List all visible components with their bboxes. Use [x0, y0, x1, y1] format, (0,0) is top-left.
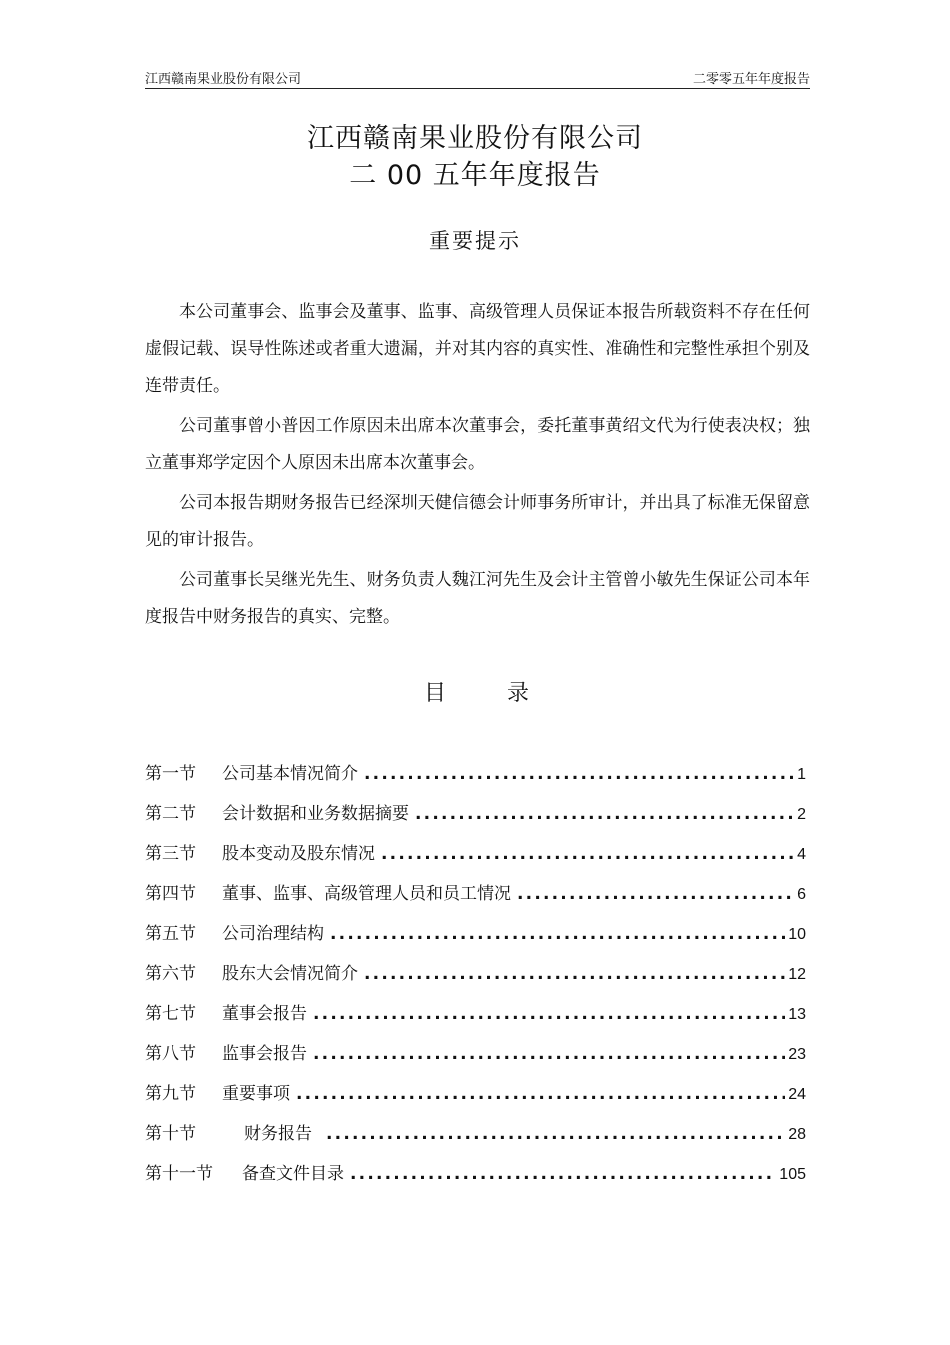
toc-title: 公司基本情况简介	[222, 764, 358, 784]
notice-paragraph: 公司董事长吴继光先生、财务负责人魏江河先生及会计主管曾小敏先生保证公司本年度报告中财务报告的真实、完整。	[145, 570, 810, 627]
toc-section: 第三节	[145, 844, 196, 864]
toc-leader	[381, 844, 794, 864]
toc-entry-2[interactable]	[145, 799, 806, 839]
notice-heading: 重要提示	[429, 229, 521, 253]
toc-page: 28	[788, 1126, 806, 1143]
toc-entry-10[interactable]	[145, 1119, 806, 1159]
toc-page: 13	[788, 1006, 806, 1023]
toc-section: 第六节	[145, 964, 196, 984]
toc-title: 股东大会情况简介	[222, 964, 358, 984]
notice-body	[145, 294, 810, 639]
notice-paragraph: 公司董事曾小普因工作原因未出席本次董事会，委托董事黄绍文代为行使表决权；独立董事郑学定因个人原因未出席本次董事会。	[145, 416, 810, 473]
document-subtitle: 二 00 五年年度报告	[349, 160, 601, 191]
page-header	[145, 66, 810, 89]
toc-section: 第十节	[145, 1124, 196, 1144]
toc-title: 重要事项	[222, 1084, 290, 1104]
toc-page: 23	[788, 1046, 806, 1063]
toc-entry-4[interactable]	[145, 879, 806, 919]
toc-entry-11[interactable]	[145, 1159, 806, 1199]
toc-leader	[330, 924, 785, 944]
toc-section: 第二节	[145, 804, 196, 824]
toc-section: 第十一节	[145, 1164, 213, 1184]
toc-section: 第八节	[145, 1044, 196, 1064]
toc-leader	[296, 1084, 785, 1104]
toc-entry-1[interactable]	[145, 759, 806, 799]
header-report-title: 二零零五年年度报告	[692, 72, 810, 87]
toc-heading-part1: 目	[424, 681, 447, 706]
toc-heading-part2: 录	[507, 681, 530, 706]
toc-leader	[364, 764, 794, 784]
toc-entry-8[interactable]	[145, 1039, 806, 1079]
toc-entry-3[interactable]	[145, 839, 806, 879]
toc-leader	[313, 1004, 785, 1024]
toc-page: 6	[797, 886, 806, 903]
toc-page: 1	[797, 766, 806, 783]
toc-leader	[364, 964, 785, 984]
toc-title: 备查文件目录	[242, 1164, 344, 1184]
toc-entry-9[interactable]	[145, 1079, 806, 1119]
toc-section: 第一节	[145, 764, 196, 784]
toc-section: 第四节	[145, 884, 196, 904]
table-of-contents	[145, 759, 806, 1199]
toc-leader	[350, 1164, 776, 1184]
notice-paragraph: 公司本报告期财务报告已经深圳天健信德会计师事务所审计，并出具了标准无保留意见的审计报告。	[145, 493, 810, 550]
toc-leader	[517, 884, 794, 904]
toc-page: 10	[788, 926, 806, 943]
toc-title: 监事会报告	[222, 1044, 307, 1064]
toc-title: 董事、监事、高级管理人员和员工情况	[222, 884, 511, 904]
toc-section: 第九节	[145, 1084, 196, 1104]
toc-leader	[313, 1044, 785, 1064]
toc-title: 公司治理结构	[222, 924, 324, 944]
toc-page: 12	[788, 966, 806, 983]
toc-entry-5[interactable]	[145, 919, 806, 959]
toc-leader	[326, 1124, 785, 1144]
toc-title: 董事会报告	[222, 1004, 307, 1024]
header-company: 江西赣南果业股份有限公司	[145, 72, 302, 87]
toc-page: 24	[788, 1086, 806, 1103]
toc-title: 财务报告	[244, 1124, 312, 1144]
toc-page: 4	[797, 846, 806, 863]
toc-section: 第七节	[145, 1004, 196, 1024]
toc-entry-7[interactable]	[145, 999, 806, 1039]
toc-entry-6[interactable]	[145, 959, 806, 999]
toc-page: 2	[797, 806, 806, 823]
document-title: 江西赣南果业股份有限公司	[307, 123, 643, 154]
toc-title: 会计数据和业务数据摘要	[222, 804, 409, 824]
notice-paragraph: 本公司董事会、监事会及董事、监事、高级管理人员保证本报告所载资料不存在任何虚假记载、误导性陈述或者重大遗漏，并对其内容的真实性、准确性和完整性承担个别及连带责任。	[145, 302, 810, 396]
toc-title: 股本变动及股东情况	[222, 844, 375, 864]
toc-page: 105	[779, 1166, 806, 1183]
toc-leader	[415, 804, 794, 824]
toc-section: 第五节	[145, 924, 196, 944]
